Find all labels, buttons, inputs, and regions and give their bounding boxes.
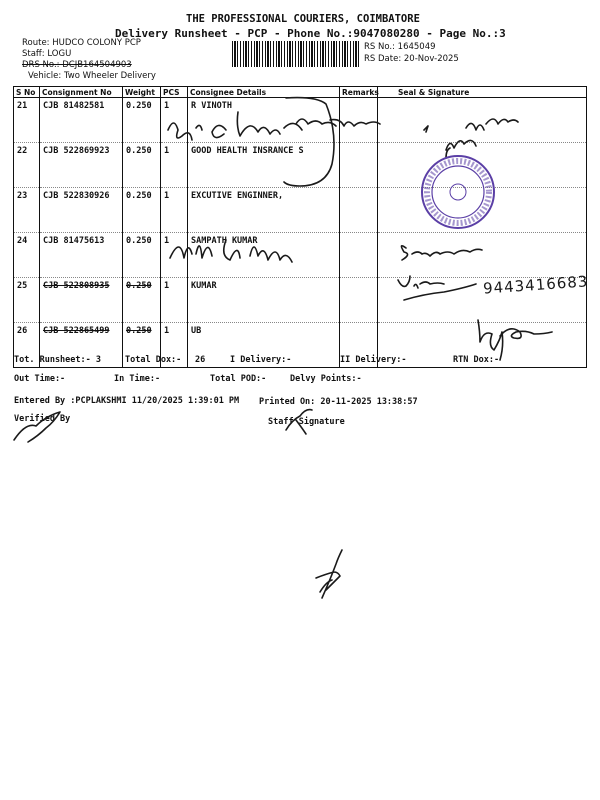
row-pcs: 1 xyxy=(161,188,188,233)
row-pcs: 1 xyxy=(161,98,188,143)
verified-by: Verified By xyxy=(14,414,71,424)
drs-number: DRS No.: DCJB164504903 xyxy=(22,60,132,70)
rtn-dox: RTN Dox:- xyxy=(453,355,500,365)
total-dox-label: Total Dox:- xyxy=(125,355,182,365)
total-pod: Total POD:- xyxy=(210,374,267,384)
rs-date: RS Date: 20-Nov-2025 xyxy=(364,54,459,64)
table-header-row xyxy=(14,87,587,98)
barcode xyxy=(232,41,360,67)
row-weight: 0.250 xyxy=(123,188,161,233)
row-weight: 0.250 xyxy=(123,278,161,323)
route-label: Route: HUDCO COLONY PCP xyxy=(22,38,141,48)
tot-runsheet: Tot. Runsheet:- 3 xyxy=(14,355,101,365)
row-consignee: KUMAR xyxy=(188,278,340,323)
i-delivery: I Delivery:- xyxy=(230,355,292,365)
col-sno: S No xyxy=(14,87,40,98)
bottom-signature xyxy=(316,550,342,598)
col-weight: Weight xyxy=(123,87,161,98)
row-signature xyxy=(378,188,587,233)
col-seal-signature: Seal & Signature xyxy=(378,87,587,98)
row-consignment: CJB 81475613 xyxy=(40,233,123,278)
staff-signature-label: Staff Signature xyxy=(268,417,345,427)
row-remarks xyxy=(340,188,378,233)
row-pcs: 1 xyxy=(161,323,188,368)
printed-on: Printed On: 20-11-2025 13:38:57 xyxy=(259,397,418,407)
row-weight: 0.250 xyxy=(123,323,161,368)
in-time: In Time:- xyxy=(114,374,161,384)
row-consignee: R VINOTH xyxy=(188,98,340,143)
vehicle-label: Vehicle: Two Wheeler Delivery xyxy=(28,71,156,81)
row-sno: 23 xyxy=(14,188,40,233)
runsheet-subtitle: Delivery Runsheet - PCP - Phone No.:9047080280 - Page No.:3 xyxy=(115,27,506,40)
row-pcs: 1 xyxy=(161,233,188,278)
row-sno: 22 xyxy=(14,143,40,188)
row-sno: 26 xyxy=(14,323,40,368)
row-remarks xyxy=(340,278,378,323)
row-sno: 25 xyxy=(14,278,40,323)
row-remarks xyxy=(340,233,378,278)
row-consignee: SAMPATH KUMAR xyxy=(188,233,340,278)
out-time: Out Time:- xyxy=(14,374,66,384)
rs-number: RS No.: 1645049 xyxy=(364,42,436,52)
row-weight: 0.250 xyxy=(123,233,161,278)
ii-delivery: II Delivery:- xyxy=(340,355,407,365)
row-consignment: CJB 522808935 xyxy=(40,278,123,323)
row-sno: 24 xyxy=(14,233,40,278)
table-row xyxy=(14,233,587,278)
row-consignee: EXCUTIVE ENGINNER, xyxy=(188,188,340,233)
row-consignee: GOOD HEALTH INSRANCE S xyxy=(188,143,340,188)
row-consignment: CJB 81482581 xyxy=(40,98,123,143)
row-sno: 21 xyxy=(14,98,40,143)
row-pcs: 1 xyxy=(161,278,188,323)
col-consignment: Consignment No xyxy=(40,87,123,98)
row-consignment: CJB 522865499 xyxy=(40,323,123,368)
row-consignment: CJB 522830926 xyxy=(40,188,123,233)
row-signature xyxy=(378,233,587,278)
runsheet-table xyxy=(13,86,587,368)
delvy-points: Delvy Points:- xyxy=(290,374,362,384)
company-title: THE PROFESSIONAL COURIERS, COIMBATORE xyxy=(186,13,420,25)
row-weight: 0.250 xyxy=(123,143,161,188)
col-remarks: Remarks xyxy=(340,87,378,98)
row-remarks xyxy=(340,143,378,188)
col-consignee: Consignee Details xyxy=(188,87,340,98)
entered-by: Entered By :PCPLAKSHMI 11/20/2025 1:39:01 PM xyxy=(14,396,240,406)
row-consignee: UB xyxy=(188,323,340,368)
row-pcs: 1 xyxy=(161,143,188,188)
table-row xyxy=(14,188,587,233)
col-pcs: PCS xyxy=(161,87,188,98)
row-weight: 0.250 xyxy=(123,98,161,143)
total-dox-value: 26 xyxy=(195,355,206,365)
table-row xyxy=(14,98,587,143)
row-signature xyxy=(378,143,587,188)
staff-label: Staff: LOGU xyxy=(22,49,72,59)
row-consignment: CJB 522869923 xyxy=(40,143,123,188)
table-row xyxy=(14,143,587,188)
row-signature xyxy=(378,98,587,143)
row-remarks xyxy=(340,98,378,143)
handwritten-phone: 9443416683 xyxy=(482,272,589,298)
